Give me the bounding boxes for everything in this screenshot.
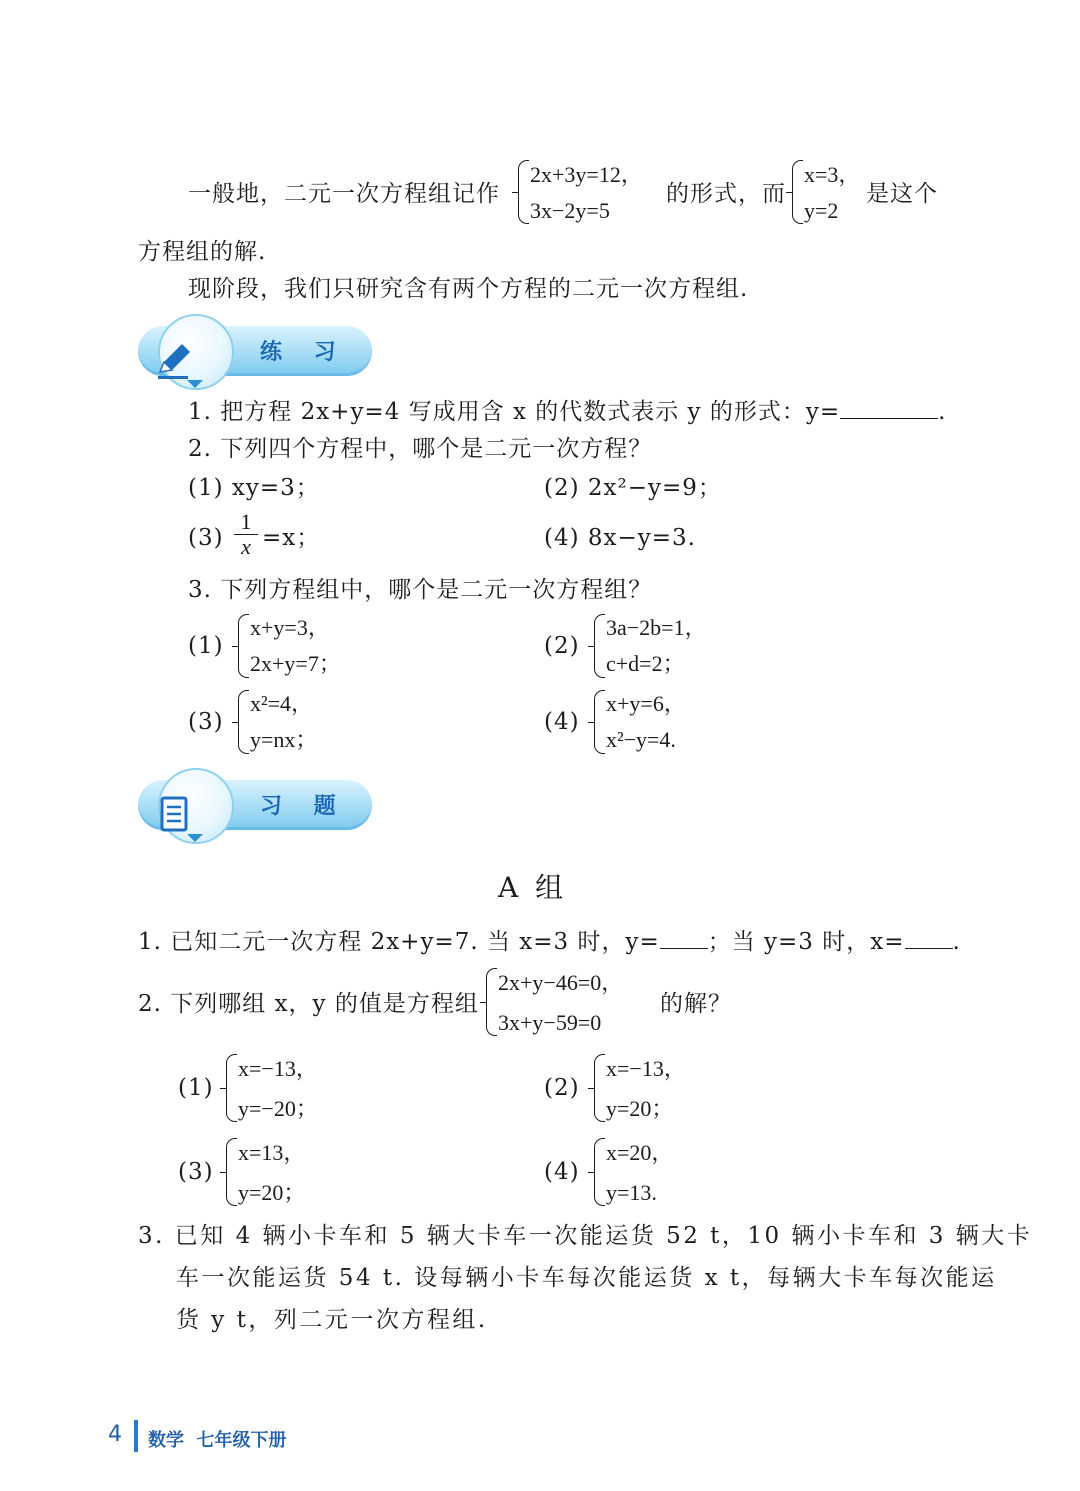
brace: [792, 160, 803, 224]
brace: [594, 1054, 605, 1122]
practice-q3-option-4-label: (4): [544, 709, 580, 735]
intro-text-mid: 的形式，而: [666, 181, 786, 207]
exercise-2-system: [486, 966, 656, 1038]
practice-q2-option-1: (1) xy=3；: [188, 475, 320, 501]
system-line-2: y=13.: [606, 1180, 657, 1205]
practice-q2-option-2: (2) 2x²−y=9；: [544, 475, 722, 501]
system-line-2: y=20；: [238, 1180, 306, 1205]
system-line-1: x+y=6，: [606, 691, 686, 716]
practice-q3-option-2-label: (2): [544, 633, 580, 659]
exercise-3-line-1: 3. 已知 4 辆小卡车和 5 辆大卡车一次能运货 52 t，10 辆小卡车和 3 辆大卡: [138, 1223, 1033, 1249]
practice-q3-option-1-system: [238, 612, 388, 680]
system-line-2: y=−20；: [238, 1096, 318, 1121]
system-line-2: y=nx；: [250, 727, 318, 752]
fraction-denominator: x: [241, 534, 251, 559]
practice-banner: [138, 326, 372, 376]
intro-text-prefix: 一般地，二元一次方程组记作: [188, 181, 500, 207]
practice-q3: 3. 下列方程组中，哪个是二元一次方程组？: [188, 577, 653, 603]
practice-q1-end: .: [938, 399, 947, 425]
brace: [518, 160, 529, 224]
system-line-1: 2x+3y=12，: [530, 162, 643, 187]
equation-system-general: [518, 158, 678, 226]
practice-q1-text: 1. 把方程 2x+y=4 写成用含 x 的代数式表示 y 的形式：y=: [188, 399, 841, 425]
banner-pointer: [187, 834, 203, 842]
system-line-2: y=20；: [606, 1096, 674, 1121]
practice-q3-option-1-label: (1): [188, 633, 224, 659]
exercise-2-option-4-system: [594, 1136, 744, 1208]
exercise-2-suffix: 的解？: [660, 991, 732, 1017]
intro-text-suffix: 是这个: [866, 181, 938, 207]
fraction-numerator: 1: [234, 510, 258, 535]
exercise-1: [138, 926, 961, 958]
system-line-2: 2x+y=7；: [250, 651, 341, 676]
banner-pointer: [187, 380, 203, 388]
practice-q3-option-3-system: [238, 688, 388, 756]
system-line-2: c+d=2；: [606, 651, 685, 676]
brace: [226, 1054, 237, 1122]
system-line-2: y=2: [804, 198, 839, 223]
system-line-1: x+y=3，: [250, 615, 330, 640]
page-number: 4: [108, 1422, 122, 1447]
system-line-1: 2x+y−46=0，: [498, 970, 624, 995]
system-line-1: x=20，: [606, 1140, 674, 1165]
exercise-2-prefix: 2. 下列哪组 x，y 的值是方程组: [138, 991, 479, 1017]
system-line-1: x=13，: [238, 1140, 306, 1165]
exercise-2-option-1-label: (1): [178, 1075, 214, 1101]
brace: [238, 614, 249, 678]
practice-q3-option-2-system: [594, 612, 744, 680]
exercise-2-option-3-system: [226, 1136, 376, 1208]
system-line-1: x=3，: [804, 162, 861, 187]
practice-q3-option-4-system: [594, 688, 744, 756]
exercise-2-option-2-label: (2): [544, 1075, 580, 1101]
practice-q2: 2. 下列四个方程中，哪个是二元一次方程？: [188, 436, 653, 462]
system-line-1: x²=4，: [250, 691, 314, 716]
group-title: A 组: [498, 871, 568, 904]
brace: [486, 968, 497, 1036]
brace: [594, 690, 605, 754]
brace: [226, 1138, 237, 1206]
system-line-1: x=−13，: [606, 1056, 686, 1081]
fraction-1-over-x: [234, 510, 258, 559]
exercise-1-part-a: 1. 已知二元一次方程 2x+y=7. 当 x=3 时，y=: [138, 929, 660, 955]
exercise-2-option-2-system: [594, 1052, 744, 1124]
system-line-2: 3x+y−59=0: [498, 1010, 602, 1035]
book-title: 数学 七年级下册: [148, 1430, 287, 1451]
footer-divider: [134, 1420, 138, 1452]
exercise-2-option-1-system: [226, 1052, 376, 1124]
practice-q2-option-4: (4) 8x−y=3.: [544, 525, 696, 551]
practice-q1: [188, 396, 946, 428]
system-line-2: 3x−2y=5: [530, 198, 610, 223]
answer-blank: [840, 396, 938, 419]
practice-banner-label: 练 习: [260, 340, 348, 365]
pencil-icon: [150, 336, 198, 384]
system-line-2: x²−y=4.: [606, 727, 676, 752]
brace: [238, 690, 249, 754]
notebook-icon: [150, 790, 198, 838]
intro-paragraph-2: 现阶段，我们只研究含有两个方程的二元一次方程组.: [188, 276, 749, 302]
exercise-3-line-2: 车一次能运货 54 t. 设每辆小卡车每次能运货 x t，每辆大卡车每次能运: [176, 1265, 997, 1291]
intro-text-continuation: 方程组的解.: [138, 239, 267, 265]
exercises-banner-label: 习 题: [260, 794, 348, 819]
answer-blank: [905, 926, 953, 949]
practice-q2-option-3-rest: =x；: [262, 525, 321, 551]
exercise-3-line-3: 货 y t，列二元一次方程组.: [176, 1307, 488, 1333]
exercise-2-option-4-label: (4): [544, 1159, 580, 1185]
exercise-1-end: .: [952, 929, 961, 955]
system-line-1: 3a−2b=1，: [606, 615, 707, 640]
equation-system-solution: [792, 158, 872, 226]
answer-blank: [660, 926, 708, 949]
practice-q3-option-3-label: (3): [188, 709, 224, 735]
brace: [594, 1138, 605, 1206]
practice-q2-option-3-label: (3): [188, 525, 224, 551]
exercise-1-part-b: ；当 y=3 时，x=: [707, 929, 905, 955]
brace: [594, 614, 605, 678]
exercise-2-option-3-label: (3): [178, 1159, 214, 1185]
exercises-banner: [138, 780, 372, 830]
system-line-1: x=−13，: [238, 1056, 318, 1081]
